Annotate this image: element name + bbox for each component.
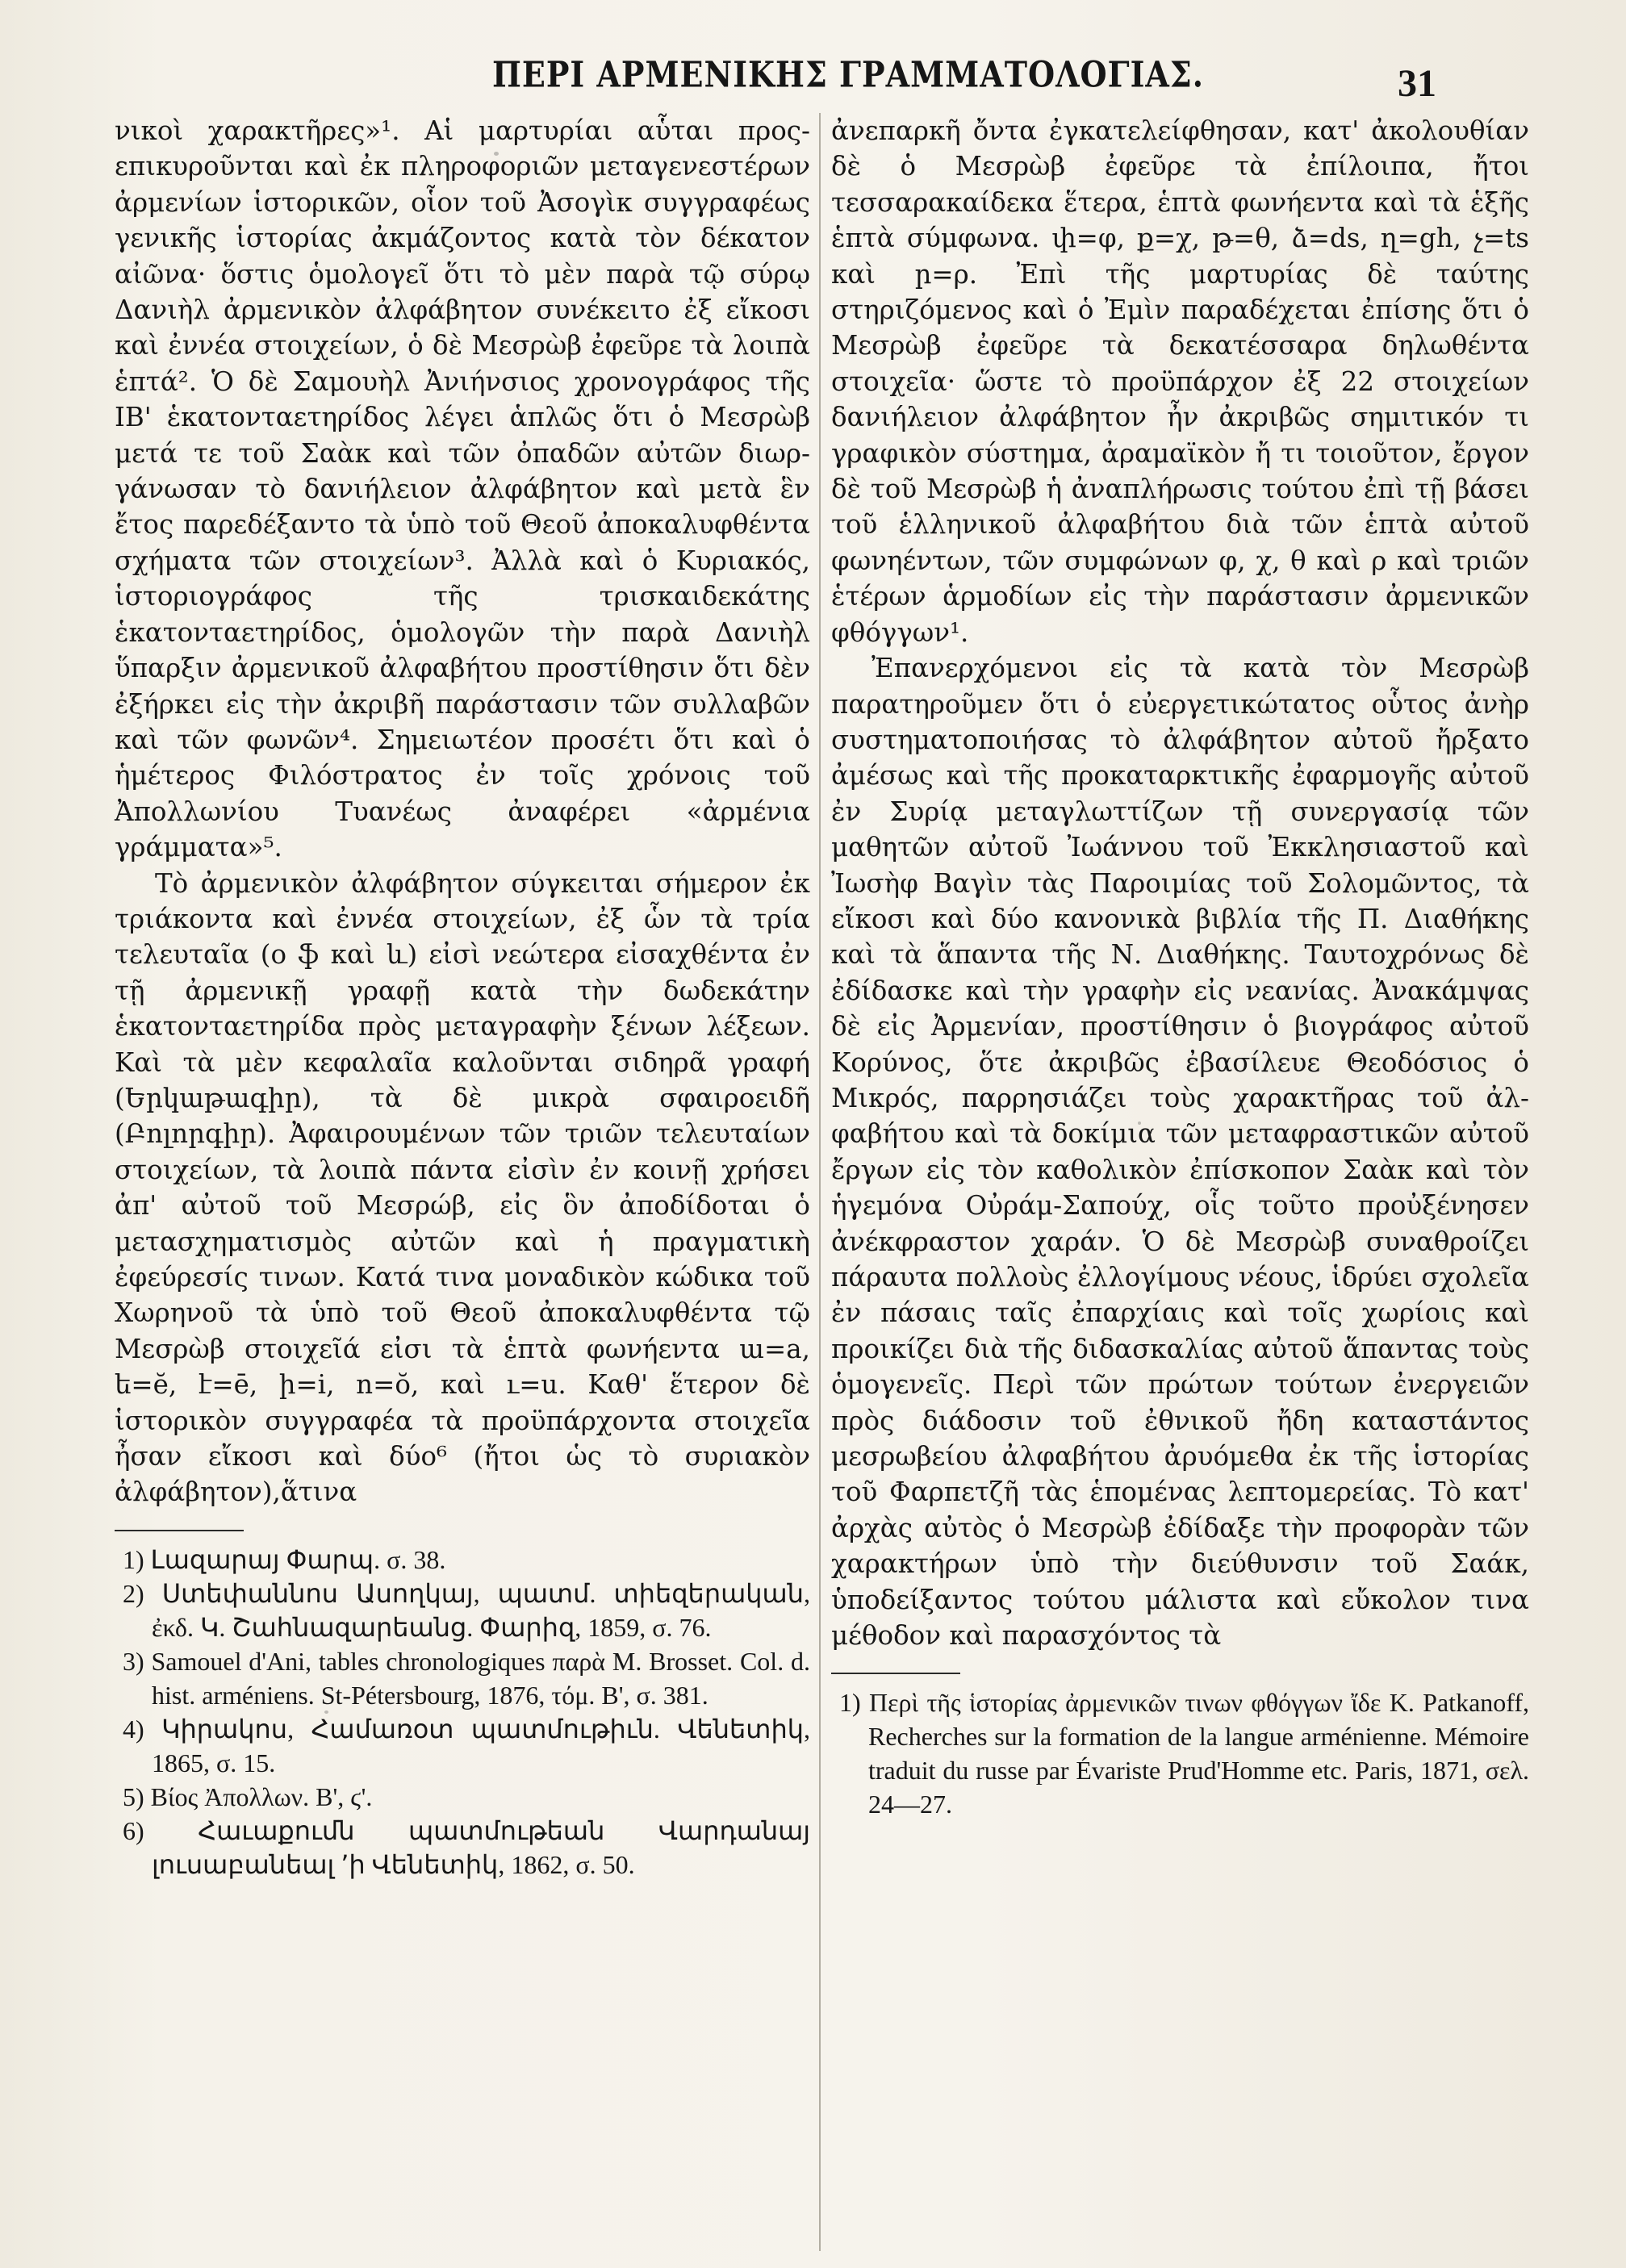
page-header [113, 53, 1436, 110]
footnote: 3) Samouel d'Ani, tables chronologiques παρὰ M. Brosset. Col. d. hist. arméniens. St-Pétersbourg, 1876, τόμ. B', σ. 381. [123, 1646, 810, 1710]
paper-fleck [324, 1710, 328, 1714]
column-divider [819, 113, 821, 2251]
page-number: 31 [1398, 62, 1436, 105]
paper-fleck [1138, 1121, 1141, 1125]
right-paragraph-1: ἀνεπαρκῆ ὄντα ἐγκατελείφθησαν, κατ' ἀκολουθίαν δὲ ὁ Μεσρὼβ ἐφεῦρε τὰ ἐπίλοιπα, ἤτοι τεσσαρακαίδεκα ἕτερα, ἑπτὰ φωνήεντα καὶ τὰ ἑξῆς ἑπτὰ σύμφωνα. փ=φ, ք=χ, թ=θ, ձ=ds, ղ=gh, չ=ts καὶ ր=ρ. Ἐπὶ τῆς μαρτυρίας δὲ ταύτης στηριζόμενος καὶ ὁ Ἐμὶν παραδέχεται ἐπίσης ὅτι ὁ Μεσρὼβ ἐφεῦρε τὰ δεκατέσσαρα δηλωθέντα στοιχεῖα· ὥστε τὸ προϋπάρχον ἐξ 22 στοιχείων δανιήλειον ἀλφάβητον ἦν ἀκριβῶς σημιτικόν τι γραφικὸν σύστημα, ἀραμαϊκὸν ἤ τι τοιοῦτον, ἔργον δὲ τοῦ Μεσρὼβ ἡ ἀναπλήρωσις τούτου ἐπὶ τῇ βάσει τοῦ ἑλληνικοῦ ἀλφαβήτου διὰ τῶν ἑπτὰ αὐτοῦ φωνηέντων, τῶν συμφώνων φ, χ, θ καὶ ρ καὶ τριῶν ἑτέρων ἁρμοδίων εἰς τὴν παράστασιν ἀρμενικῶν φθόγγων¹. [831, 115, 1529, 648]
left-paragraph-2: Τὸ ἀρμενικὸν ἀλφάβητον σύγκειται σήμερον ἐκ τριάκοντα καὶ ἐννέα στοιχείων, ἐξ ὧν τὰ τρία τελευταῖα (o ֆ καὶ և) εἰσὶ νεώτερα εἰσαχθέντα ἐν τῇ ἀρμενικῇ γραφῇ κατὰ τὴν δωδεκάτην ἑκατονταετηρίδα πρὸς μεταγραφὴν ξένων λέξεων. Καὶ τὰ μὲν κεφαλαῖα καλοῦνται σιδηρᾶ γραφή (Երկաթագիր), τὰ δὲ μικρὰ σφαιροειδῆ (Բոլորգիր). Ἀφαιρουμένων τῶν τριῶν τελευταίων στοιχείων, τὰ λοιπὰ πάντα εἰσὶν ἐν κοινῇ χρήσει ἀπ' αὐτοῦ τοῦ Μεσρώβ, εἰς ὃν ἀποδίδοται ὁ μετασχηματισμὸς αὐτῶν καὶ ἡ πραγματικὴ ἐφεύρεσίς τινων. Κατά τινα μοναδικὸν κώδικα τοῦ Χωρηνοῦ τὰ ὑπὸ τοῦ Θεοῦ ἀποκαλυφθέντα τῷ Μεσρὼβ στοιχεῖά εἰσι τὰ ἑπτὰ φωνήεντα ա=a, ե=ĕ, է=ē, ի=i, ո=ŏ, καὶ ւ=u. Καθ' ἕτερον δὲ ἱστορικὸν συγγραφέα τὰ προϋπάρχοντα στοιχεῖα ἦσαν εἴκοσι καὶ δύο⁶ (ἤτοι ὡς τὸ συριακὸν ἀλφάβητον),ἅτινα [115, 867, 810, 1508]
footnote: 5) Βίος Ἀπολλων. Β', ϛ'. [123, 1781, 373, 1811]
footnote-separator [831, 1673, 960, 1674]
right-column [831, 113, 1529, 1821]
footnote: 4) Կիրակոս, Համառօտ պատմութիւն. Վենետիկ, 1865, σ. 15. [123, 1714, 810, 1777]
left-paragraph-1: νικοὶ χαρακτῆρες»¹. Αἱ μαρτυρίαι αὗται προςεπικυροῦνται καὶ ἐκ πληροφοριῶν μεταγενεστέρων ἀρμενίων ἱστορικῶν, οἷον τοῦ Ἀσογὶκ συγγραφέως γενικῆς ἱστορίας ἀκμάζοντος κατὰ τὸν δέκατον αἰῶνα· ὅστις ὁμολογεῖ ὅτι τὸ μὲν παρὰ τῷ σύρῳ Δανιὴλ ἀρμενικὸν ἀλφάβητον συνέκειτο ἐξ εἴκοσι καὶ ἐννέα στοιχείων, ὁ δὲ Μεσρὼβ ἐφεῦρε τὰ λοιπὰ ἑπτά². Ὁ δὲ Σαμουὴλ Ἀνιήνσιος χρονογράφος τῆς ΙΒ' ἑκατονταετηρίδος λέγει ἁπλῶς ὅτι ὁ Μεσρὼβ μετά τε τοῦ Σαὰκ καὶ τῶν ὀπαδῶν αὐτῶν διωργάνωσαν τὸ δανιήλειον ἀλφάβητον καὶ μετὰ ἓν ἔτος παρεδέξαντο τὰ ὑπὸ τοῦ Θεοῦ ἀποκαλυφθέντα σχήματα τῶν στοιχείων³. Ἀλλὰ καὶ ὁ Κυριακός, ἱστοριογράφος τῆς τρισκαιδεκάτης ἑκατονταετηρίδος, ὁμολογῶν τὴν παρὰ Δανιὴλ ὕπαρξιν ἀρμενικοῦ ἀλφαβήτου προστίθησιν ὅτι δὲν ἐξήρκει εἰς τὴν ἀκριβῆ παράστασιν τῶν συλλαβῶν καὶ τῶν φωνῶν⁴. Σημειωτέον προσέτι ὅτι καὶ ὁ ἡμέτερος Φιλόστρατος ἐν τοῖς χρόνοις τοῦ Ἀπολλωνίου Τυανέως ἀναφέρει «ἀρμένια γράμματα»⁵. [115, 115, 810, 863]
left-footnotes [115, 1543, 810, 1882]
footnote-separator [115, 1530, 244, 1531]
paper-fleck [494, 152, 499, 156]
right-footnotes [831, 1685, 1529, 1821]
footnote: 2) Ստեփաննոս Ասողկայ, պատմ. տիեզերական, ἐκδ. Կ. Շահնազարեանց. Փարիզ, 1859, σ. 76. [123, 1578, 810, 1642]
left-column [115, 113, 810, 1882]
right-paragraph-2: Ἐπανερχόμενοι εἰς τὰ κατὰ τὸν Μεσρὼβ παρατηροῦμεν ὅτι ὁ εὐεργετικώτατος οὗτος ἀνὴρ συστηματοποιήσας τὸ ἀλφάβητον αὐτοῦ ἤρξατο ἀμέσως καὶ τῆς προκαταρκτικῆς ἐφαρμογῆς αὐτοῦ ἐν Συρίᾳ μεταγλωττίζων τῇ συνεργασίᾳ τῶν μαθητῶν αὐτοῦ Ἰωάννου τοῦ Ἐκκλησιαστοῦ καὶ Ἰωσὴφ Βαγὶν τὰς Παροιμίας τοῦ Σολομῶντος, τὰ εἴκοσι καὶ δύο κανονικὰ βιβλία τῆς Π. Διαθήκης καὶ τὰ ἅπαντα τῆς Ν. Διαθήκης. Ταυτοχρόνως δὲ ἐδίδασκε καὶ τὴν γραφὴν εἰς νεανίας. Ἀνακάμψας δὲ εἰς Ἀρμενίαν, προστίθησιν ὁ βιογράφος αὐτοῦ Κορύνος, ὅτε ἀκριβῶς ἐβασίλευε Θεοδόσιος ὁ Μικρός, παρρησιάζει τοὺς χαρακτῆρας τοῦ ἀλφαβήτου καὶ τὰ δοκίμια τῶν μεταφραστικῶν αὐτοῦ ἔργων εἰς τὸν καθολικὸν ἐπίσκοπον Σαὰκ καὶ τὸν ἡγεμόνα Οὐράμ-Σαπούχ, οἷς τοῦτο προὐξένησεν ἀνέκφραστον χαράν. Ὁ δὲ Μεσρὼβ συναθροίζει πάραυτα πολλοὺς ἐλλογίμους νέους, ἱδρύει σχολεῖα ἐν πάσαις ταῖς ἐπαρχίαις καὶ τοῖς χωρίοις καὶ προικίζει διὰ τῆς διδασκαλίας αὐτοῦ ἅπαντας τοὺς ὁμογενεῖς. Περὶ τῶν πρώτων τούτων ἐνεργειῶν πρὸς διάδοσιν τοῦ ἐθνικοῦ ἤδη καταστάντος μεσρωβείου ἀλφαβήτου ἀρυόμεθα ἐκ τῆς ἱστορίας τοῦ Φαρπετζῆ τὰς ἑπομένας λεπτομερείας. Τὸ κατ' ἀρχὰς αὐτὸς ὁ Μεσρὼβ ἐδίδαξε τὴν προφορὰν τῶν χαρακτήρων ὑπὸ τὴν διεύθυνσιν τοῦ Σαάκ, ὑποδείξαντος τούτου μάλιστα καὶ εὔκολον τινα μέθοδον καὶ παρασχόντος τὰ [831, 653, 1529, 1652]
footnote: 6) Հաւաքումն պատմութեան Վարդանայ լուսաբանեալ ՚ի Վենետիկ, 1862, σ. 50. [123, 1815, 810, 1879]
running-title: ΠΕΡΙ ΑΡΜΕΝΙΚΗΣ ΓΡΑΜΜΑΤΟΛΟΓΙΑΣ. [492, 53, 1204, 95]
footnote: 1) Περὶ τῆς ἱστορίας ἀρμενικῶν τινων φθόγγων ἴδε K. Patkanoff, Recherches sur la formation de la langue arménienne. Mémoire traduit du russe par Évariste Prud'Homme etc. Paris, 1871, σελ. 24—27. [839, 1688, 1529, 1819]
footnote: 1) Լազարայ Փարպ. σ. 38. [123, 1544, 446, 1574]
